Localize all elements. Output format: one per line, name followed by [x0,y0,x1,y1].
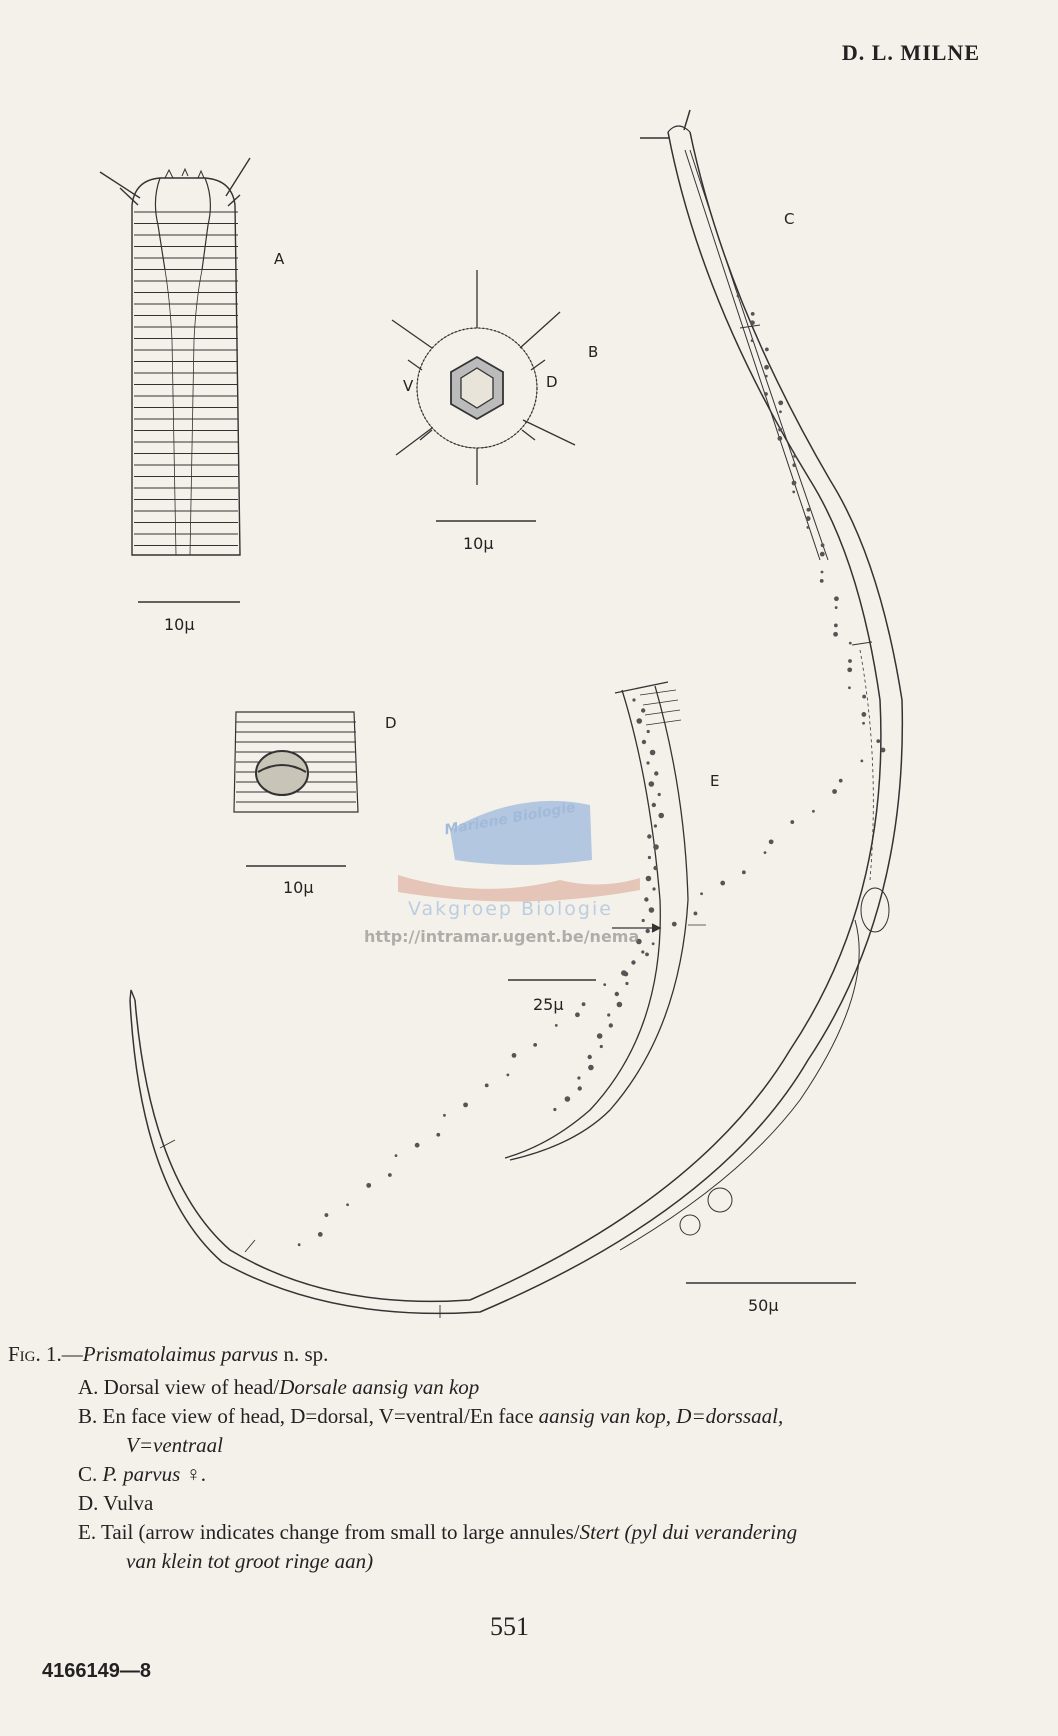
granule-dot [506,1074,509,1077]
watermark-url: http://intramar.ugent.be/nema [364,927,640,946]
granule-dot [647,730,650,733]
granule-dot [645,929,649,933]
granule-dot [565,1096,571,1102]
granule-dot [832,789,837,794]
granule-dot [597,1033,603,1039]
caption-item-d [78,1489,1018,1518]
caption-item-text: Vulva [103,1491,154,1515]
granule-dot [366,1183,371,1188]
granule-dot [793,455,796,458]
caption-fig-label: Fig. 1.— [8,1342,83,1366]
granule-dot [807,508,811,512]
caption-item-letter: A. [78,1375,99,1399]
granule-dot [654,771,658,775]
granule-dot [751,339,754,342]
granule-dot [847,667,852,672]
granule-dot [555,1024,558,1027]
panel-e-scale-label: 25μ [533,995,564,1014]
granule-dot [848,686,851,689]
granule-dot [653,866,657,870]
caption-item-italic: Dorsale aansig van kop [279,1375,480,1399]
granule-dot [533,1043,537,1047]
granule-dot [654,824,657,827]
granule-dot [742,870,746,874]
granule-dot [650,750,656,756]
granule-dot [876,739,880,743]
granule-dot [862,722,865,725]
panel-d-label: D [385,714,397,732]
granule-dot [623,972,628,977]
granule-dot [512,1053,517,1058]
print-code: 4166149—8 [42,1660,151,1682]
panel-d-drawing [234,712,358,812]
granule-dot [821,543,825,547]
granule-dot [694,912,698,916]
granule-dot [646,761,649,764]
panel-c-drawing [130,110,902,1318]
granule-dot [443,1114,446,1117]
caption-item-letter: C. [78,1462,98,1486]
granule-dot [835,606,838,609]
panel-d-scale-label: 10μ [283,878,314,897]
granule-dot [833,632,838,637]
granule-dot [632,698,635,701]
granule-dot [646,876,652,882]
granule-dot [737,295,740,298]
granule-dot [860,759,863,762]
dorsal-label: D [546,373,558,391]
granule-dot [648,856,651,859]
granule-dot [839,779,843,783]
granule-dot [834,624,838,628]
granule-dot [641,950,644,953]
caption-item-a [78,1373,1018,1402]
granule-dot [848,659,852,663]
granule-dot [644,897,648,901]
granule-dot [790,820,794,824]
granule-dot [636,718,642,724]
panel-c-label: C [784,210,795,228]
granule-dot [325,1213,329,1217]
granule-dot [388,1173,392,1177]
granule-dot [642,919,645,922]
granule-dot [588,1065,594,1071]
watermark-line1: Mariene Biologie [443,799,577,839]
granule-dot [806,526,809,529]
granule-dot [792,463,796,467]
granule-dot [769,839,774,844]
watermark [364,799,640,946]
caption-item-italic: Stert (pyl dui verandering [579,1520,798,1544]
granule-dot [582,1002,586,1006]
granule-dot [820,552,825,557]
running-head-author: D. L. MILNE [841,40,980,65]
granule-dot [658,813,664,819]
granule-dot [603,983,606,986]
caption-species-suffix: n. sp. [278,1342,329,1366]
granule-dot [862,695,866,699]
granule-dot [806,516,811,521]
granule-dot [615,992,619,996]
granule-dot [750,320,755,325]
granule-dot [658,793,661,796]
caption-item-letter: B. [78,1404,98,1428]
caption-item-b [78,1402,1018,1460]
granule-dot [861,712,866,717]
granule-dot [672,922,677,927]
granule-dot [647,834,651,838]
granule-dot [821,571,824,574]
granule-dot [777,436,782,441]
watermark-line2: Vakgroep Biologie [408,898,613,920]
caption-item-text: P. parvus ♀. [102,1462,207,1486]
panel-b-label: B [588,343,599,361]
granule-dot [765,375,768,378]
panel-a-label: A [274,250,285,268]
figure-caption [8,1340,1018,1576]
granule-dot [436,1133,440,1137]
granule-dot [881,748,886,753]
granule-dot [318,1232,323,1237]
caption-item-text: Tail (arrow indicates change from small to large annules/ [100,1520,580,1544]
panel-b-scale-label: 10μ [463,534,494,553]
granule-dot [395,1154,398,1157]
caption-item-letter: E. [78,1520,97,1544]
panel-e-label: E [710,772,720,790]
panel-c-scale-label: 50μ [748,1296,779,1315]
granule-dot [575,1012,580,1017]
caption-item-continuation: van klein tot groot ringe aan) [126,1549,374,1573]
granule-dot [778,400,783,405]
granule-dot [652,887,655,890]
granule-dot [617,1002,623,1008]
caption-item-c [78,1460,1018,1489]
granule-dot [642,740,646,744]
granule-dot [764,392,768,396]
granule-dot [463,1102,468,1107]
granule-dot [649,781,655,787]
granule-dot [485,1083,489,1087]
caption-item-text: En face view of head, D=dorsal, V=ventral/En face [102,1404,539,1428]
granule-dot [779,410,782,413]
granule-dot [625,982,628,985]
page-number: 551 [490,1612,529,1641]
caption-species: Prismatolaimus parvus [82,1342,279,1366]
granule-dot [298,1243,301,1246]
granule-dot [812,810,815,813]
panel-e-drawing [505,682,706,1160]
caption-item-italic: aansig van kop, D=dorssaal, [538,1404,784,1428]
granule-dot [792,481,797,486]
caption-item-letter: D. [78,1491,99,1515]
granule-dot [765,348,769,352]
granule-dot [751,312,755,316]
granule-dot [577,1076,580,1079]
caption-item-e [78,1518,1018,1576]
panel-a-drawing [100,158,250,555]
granule-dot [764,365,769,370]
granule-dot [607,1013,610,1016]
granule-dot [346,1203,349,1206]
granule-dot [653,844,659,850]
caption-item-continuation: V=ventraal [126,1433,223,1457]
granule-dot [609,1023,613,1027]
granule-dot [764,851,767,854]
panel-a-scale-label: 10μ [164,615,195,634]
granule-dot [720,881,725,886]
granule-dot [645,953,649,957]
granule-dot [834,596,839,601]
granule-dot [588,1055,592,1059]
granule-dot [578,1086,582,1090]
granule-dot [778,428,782,432]
granule-dot [631,960,635,964]
granule-dot [652,942,655,945]
caption-title [8,1340,1018,1369]
granule-dot [641,708,645,712]
granule-dot [792,490,795,493]
granule-dot [652,803,656,807]
granule-dot [700,892,703,895]
granule-dot [849,642,852,645]
ventral-label: V [403,377,414,395]
granule-dot [820,579,824,583]
granule-dot [600,1045,603,1048]
granule-dot [649,907,655,913]
granule-dot [415,1143,420,1148]
caption-item-text: Dorsal view of head/ [103,1375,280,1399]
granule-dot [553,1108,556,1111]
